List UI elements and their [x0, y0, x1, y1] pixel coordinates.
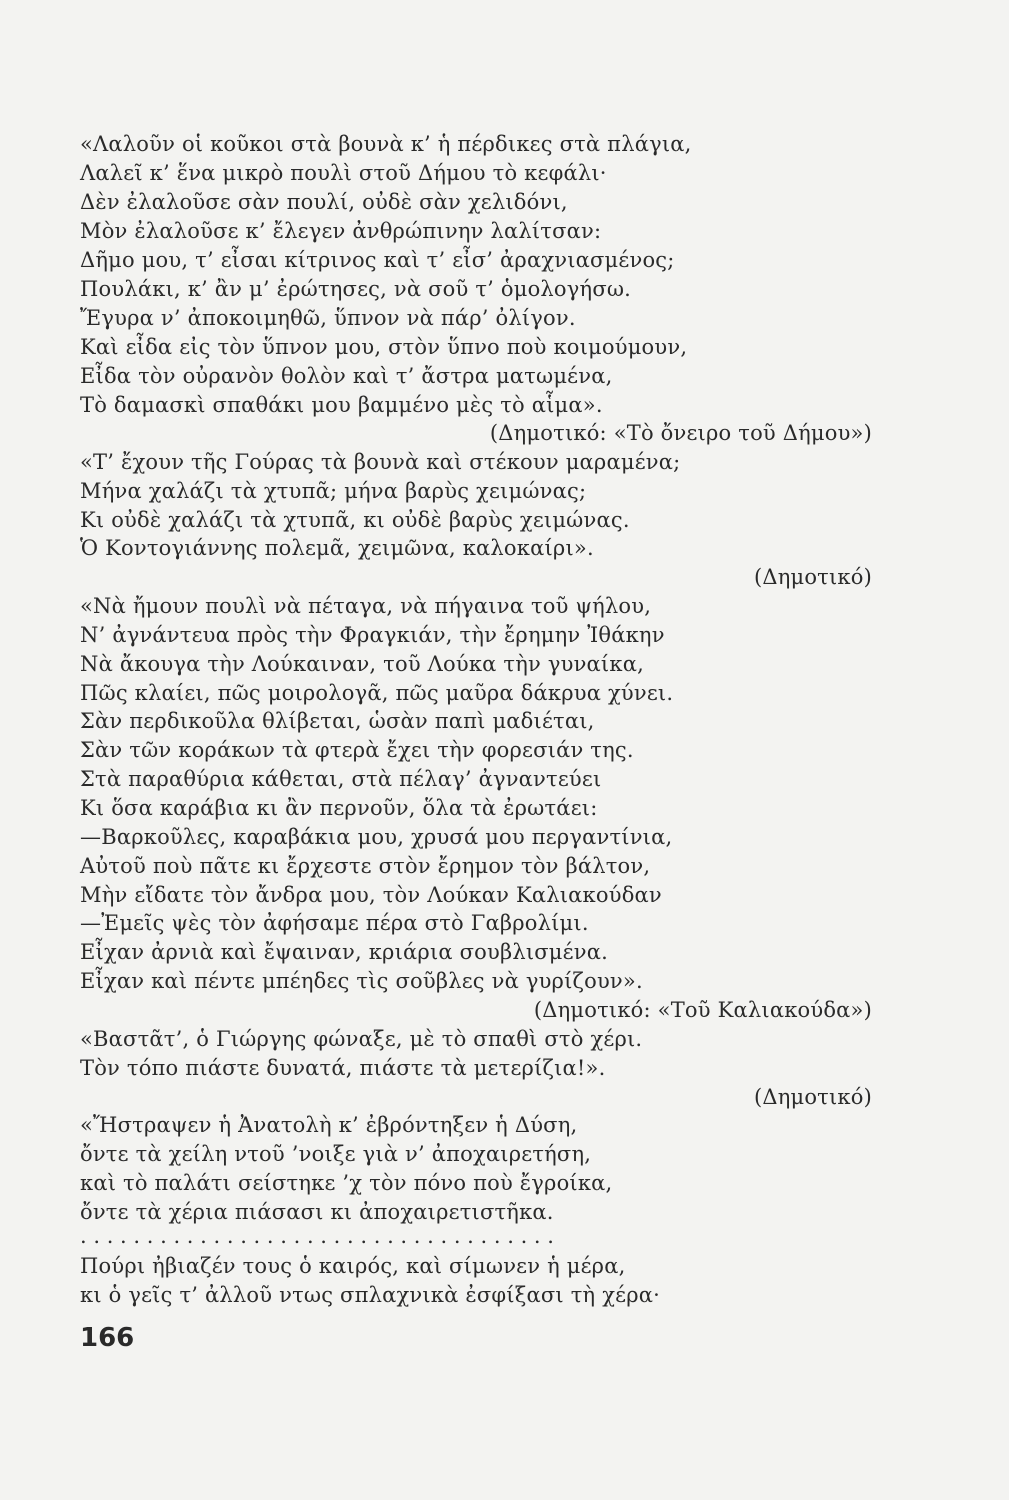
verse-line: Αὐτοῦ ποὺ πᾶτε κι ἔρχεστε στὸν ἔρημον τὸν βάλτον,	[80, 854, 651, 878]
verse-line: κι ὁ γεῖς τ’ ἀλλοῦ ντως σπλαχνικὰ ἐσφίξασι τὴ χέρα·	[80, 1283, 660, 1307]
verse-line: ὄντε τὰ χέρια πιάσασι κι ἀποχαιρετιστῆκα.	[80, 1200, 554, 1224]
verse-line: Τὸν τόπο πιάστε δυνατά, πιάστε τὰ μετερίζια!».	[80, 1056, 606, 1080]
verse-line: «Νὰ ἤμουν πουλὶ νὰ πέταγα, νὰ πήγαινα τοῦ ψήλου,	[80, 594, 652, 618]
verse-line: «Βαστᾶτ’, ὁ Γιώργης φώναξε, μὲ τὸ σπαθὶ στὸ χέρι.	[80, 1027, 643, 1051]
verse-line: Εἶχαν ἀρνιὰ καὶ ἔψαιναν, κριάρια σουβλισμένα.	[80, 940, 608, 964]
verse-line: Νὰ ἄκουγα τὴν Λούκαιναν, τοῦ Λούκα τὴν γυναίκα,	[80, 652, 644, 676]
verse-line: Πούρι ἠβιαζέν τους ὁ καιρός, καὶ σίμωνεν ἡ μέρα,	[80, 1254, 626, 1278]
source-attribution: (Δημοτικό)	[753, 1085, 872, 1109]
verse-line: Λαλεῖ κ’ ἕνα μικρὸ πουλὶ στοῦ Δήμου τὸ κεφάλι·	[80, 161, 607, 185]
verse-line: Τὸ δαμασκὶ σπαθάκι μου βαμμένο μὲς τὸ αἷμα».	[80, 393, 603, 417]
ellipsis-divider: . . . . . . . . . . . . . . . . . . . . . . . . . . . . . . . . . . . .	[80, 1224, 554, 1248]
verse-line: ὄντε τὰ χείλη ντοῦ ’νοιξε γιὰ ν’ ἀποχαιρετήση,	[80, 1142, 592, 1166]
source-attribution: (Δημοτικό)	[753, 565, 872, 589]
verse-line: Στὰ παραθύρια κάθεται, στὰ πέλαγ’ ἀγναντεύει	[80, 767, 602, 791]
verse-line: Κι ὅσα καράβια κι ἂν περνοῦν, ὅλα τὰ ἐρωτάει:	[80, 796, 598, 820]
verse-line: καὶ τὸ παλάτι σείστηκε ’χ τὸν πόνο ποὺ ἔγροίκα,	[80, 1171, 613, 1195]
verse-line: Καὶ εἶδα εἰς τὸν ὕπνον μου, στὸν ὕπνο ποὺ κοιμούμουν,	[80, 335, 688, 359]
verse-line: Δὲν ἐλαλοῦσε σὰν πουλί, οὐδὲ σὰν χελιδόνι,	[80, 190, 568, 214]
page-number: 166	[80, 1323, 135, 1353]
verse-line: Σὰν τῶν κοράκων τὰ φτερὰ ἔχει τὴν φορεσιάν της.	[80, 738, 634, 762]
verse-line: «Ἤστραψεν ἡ Ἀνατολὴ κ’ ἐβρόντηξεν ἡ Δύση,	[80, 1113, 578, 1137]
verse-line: Εἶχαν καὶ πέντε μπέηδες τὶς σοῦβλες νὰ γυρίζουν».	[80, 969, 643, 993]
verse-line: Μήνα χαλάζι τὰ χτυπᾶ; μήνα βαρὺς χειμώνας;	[80, 479, 587, 503]
verse-line: Ἔγυρα ν’ ἀποκοιμηθῶ, ὕπνον νὰ πάρ’ ὀλίγον.	[80, 306, 576, 330]
verse-line: «Τ’ ἔχουν τῆς Γούρας τὰ βουνὰ καὶ στέκουν μαραμένα;	[80, 450, 681, 474]
verse-line: Πουλάκι, κ’ ἂν μ’ ἐρώτησες, νὰ σοῦ τ’ ὁμολογήσω.	[80, 277, 632, 301]
verse-line: Εἶδα τὸν οὐρανὸν θολὸν καὶ τ’ ἄστρα ματωμένα,	[80, 364, 613, 388]
source-attribution: (Δημοτικό: «Τοῦ Καλιακούδα»)	[533, 998, 872, 1022]
verse-line: Μὴν εἴδατε τὸν ἄνδρα μου, τὸν Λούκαν Καλιακούδαν	[80, 883, 662, 907]
source-attribution: (Δημοτικό: «Τὸ ὄνειρο τοῦ Δήμου»)	[489, 421, 872, 445]
verse-line: «Λαλοῦν οἱ κοῦκοι στὰ βουνὰ κ’ ἡ πέρδικες στὰ πλάγια,	[80, 132, 692, 156]
verse-line: Κι οὐδὲ χαλάζι τὰ χτυπᾶ, κι οὐδὲ βαρὺς χειμώνας.	[80, 508, 630, 532]
verse-line: —Βαρκοῦλες, καραβάκια μου, χρυσά μου περγαντίνια,	[80, 825, 673, 849]
verse-line: Πῶς κλαίει, πῶς μοιρολογᾶ, πῶς μαῦρα δάκρυα χύνει.	[80, 681, 674, 705]
verse-line: Μὸν ἐλαλοῦσε κ’ ἔλεγεν ἀνθρώπινην λαλίτσαν:	[80, 219, 602, 243]
verse-line: Ν’ ἀγνάντευα πρὸς τὴν Φραγκιάν, τὴν ἔρημην Ἰθάκην	[80, 623, 665, 647]
verse-line: Σὰν περδικοῦλα θλίβεται, ὡσὰν παπὶ μαδιέται,	[80, 709, 595, 733]
verse-line: —Ἐμεῖς ψὲς τὸν ἀφήσαμε πέρα στὸ Γαβρολίμι.	[80, 911, 589, 935]
verse-line: Ὁ Κοντογιάννης πολεμᾶ, χειμῶνα, καλοκαίρι».	[80, 536, 594, 560]
verse-line: Δῆμο μου, τ’ εἶσαι κίτρινος καὶ τ’ εἶσ’ ἀραχνιασμένος;	[80, 248, 675, 272]
